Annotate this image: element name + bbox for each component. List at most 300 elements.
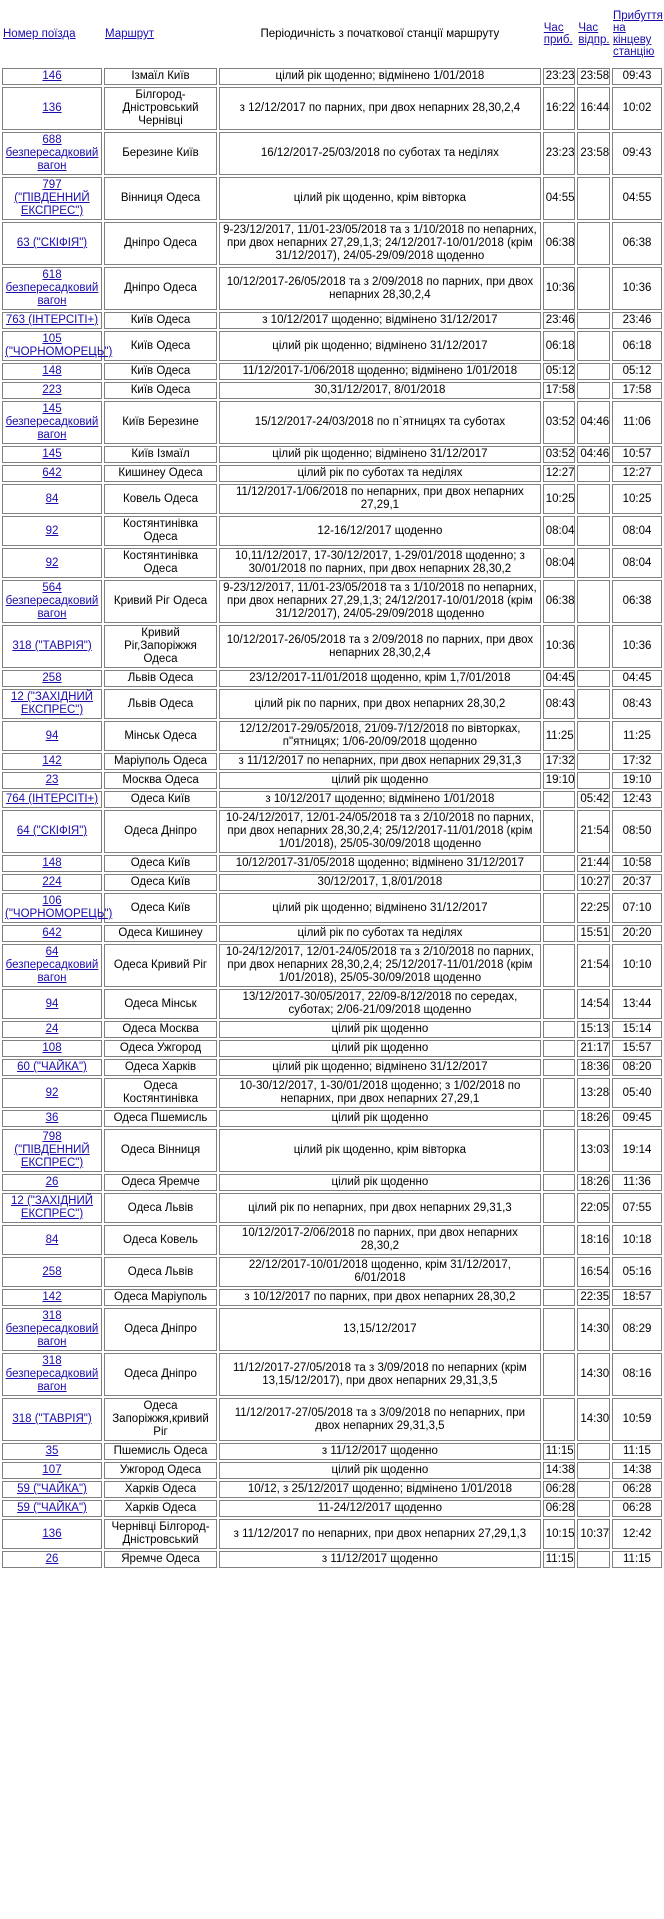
- train-number-link[interactable]: 136: [42, 1527, 62, 1540]
- header-route[interactable]: Маршрут: [105, 28, 155, 40]
- final-arrival-cell: 14:38: [612, 1462, 662, 1479]
- departure-time-cell: 18:36: [577, 1059, 610, 1076]
- arrival-time-cell: 08:04: [543, 548, 576, 578]
- departure-time-cell: [577, 516, 610, 546]
- periodicity-cell: 10-24/12/2017, 12/01-24/05/2018 та з 2/10/2018 по парних, при двох непарних 28,30,2,4; 25/12/2017-11/01/2018 (крім 1/01/2018), 25/05-30/09/2018 щоденно: [219, 944, 541, 987]
- arrival-time-cell: [543, 1257, 576, 1287]
- departure-time-cell: 14:30: [577, 1308, 610, 1351]
- periodicity-cell: цілий рік по суботах та неділях: [219, 465, 541, 482]
- arrival-time-cell: 04:55: [543, 177, 576, 220]
- final-arrival-cell: 11:06: [612, 401, 662, 444]
- train-number-cell: [2, 1129, 102, 1172]
- periodicity-cell: цілий рік щоденно, крім вівторка: [219, 177, 541, 220]
- route-cell: Ужгород Одеса: [104, 1462, 217, 1479]
- train-number-cell: [2, 132, 102, 175]
- periodicity-cell: 11-24/12/2017 щоденно: [219, 1500, 541, 1517]
- route-cell: Вінниця Одеса: [104, 177, 217, 220]
- departure-time-cell: [577, 177, 610, 220]
- periodicity-cell: 12-16/12/2017 щоденно: [219, 516, 541, 546]
- periodicity-cell: цілий рік щоденно: [219, 1174, 541, 1191]
- departure-time-cell: 14:54: [577, 989, 610, 1019]
- train-number-link[interactable]: 148: [42, 365, 62, 377]
- periodicity-cell: 10,11/12/2017, 17-30/12/2017, 1-29/01/2018 щоденно; з 30/01/2018 по парних, при двох непарних 28,30,2: [219, 548, 541, 578]
- route-cell: Одеса Костянтинівка: [104, 1078, 217, 1108]
- departure-time-cell: 13:28: [577, 1078, 610, 1108]
- train-number-link[interactable]: 136: [42, 102, 62, 114]
- train-number-cell: [2, 1059, 102, 1076]
- final-arrival-cell: 10:02: [612, 87, 662, 130]
- departure-time-cell: 10:27: [577, 874, 610, 891]
- departure-time-cell: 23:58: [577, 68, 610, 85]
- train-number-cell: [2, 753, 102, 770]
- table-row: [2, 1500, 662, 1517]
- departure-time-cell: [577, 267, 610, 310]
- train-number-link[interactable]: 318 ("ТАВРІЯ"): [12, 1413, 92, 1425]
- train-number-link[interactable]: 318 ("ТАВРІЯ"): [12, 640, 92, 652]
- arrival-time-cell: 11:25: [543, 721, 576, 751]
- train-number-link[interactable]: 60 ("ЧАЙКА"): [17, 1061, 87, 1073]
- departure-time-cell: [577, 1500, 610, 1517]
- arrival-time-cell: 11:15: [543, 1443, 576, 1460]
- periodicity-cell: 10/12/2017-31/05/2018 щоденно; відмінено 31/12/2017: [219, 855, 541, 872]
- train-number-cell: [2, 331, 113, 361]
- arrival-time-cell: 10:36: [543, 625, 576, 668]
- route-cell: Кишинеу Одеса: [104, 465, 217, 482]
- periodicity-cell: з 11/12/2017 по непарних, при двох непарних 27,29,1,3: [219, 1519, 541, 1549]
- route-cell: Київ Одеса: [104, 312, 217, 329]
- route-cell: Пшемисль Одеса: [104, 1443, 217, 1460]
- route-cell: Одеса Запоріжжя,кривий Ріг: [104, 1398, 217, 1441]
- train-number-cell: [2, 1443, 102, 1460]
- periodicity-cell: з 11/12/2017 щоденно: [219, 1443, 541, 1460]
- table-row: [2, 401, 662, 444]
- train-number-link[interactable]: 35: [45, 1445, 59, 1457]
- train-number-cell: [2, 893, 113, 923]
- departure-time-cell: [577, 465, 610, 482]
- departure-time-cell: [577, 689, 610, 719]
- final-arrival-cell: 08:29: [612, 1308, 662, 1351]
- arrival-time-cell: 10:25: [543, 484, 576, 514]
- table-row: [2, 516, 662, 546]
- train-number-link[interactable]: 224: [42, 876, 62, 888]
- departure-time-cell: [577, 548, 610, 578]
- periodicity-cell: цілий рік щоденно; відмінено 1/01/2018: [219, 68, 541, 85]
- train-number-link[interactable]: 148: [42, 857, 62, 869]
- periodicity-cell: 13,15/12/2017: [219, 1308, 541, 1351]
- train-number-link[interactable]: 798 ("ПІВДЕННИЙ ЕКСПРЕС"): [14, 1131, 90, 1169]
- route-cell: Київ Одеса: [104, 363, 217, 380]
- train-number-link[interactable]: 318 безпересадковий вагон: [5, 1310, 99, 1348]
- table-row: [2, 484, 662, 514]
- periodicity-cell: 16/12/2017-25/03/2018 по суботах та неділях: [219, 132, 541, 175]
- final-arrival-cell: 17:58: [612, 382, 662, 399]
- table-row: [2, 68, 662, 85]
- route-cell: Одеса Київ: [104, 893, 217, 923]
- train-number-link[interactable]: 84: [45, 1233, 59, 1246]
- arrival-time-cell: 10:36: [543, 267, 576, 310]
- final-arrival-cell: 05:40: [612, 1078, 662, 1108]
- train-number-link[interactable]: 26: [45, 1553, 59, 1565]
- route-cell: Одеса Кривий Ріг: [104, 944, 217, 987]
- periodicity-cell: 11/12/2017-27/05/2018 та з 3/09/2018 по непарних (крім 13,15/12/2017), при двох непарних 29,31,3,5: [219, 1353, 541, 1396]
- table-row: [2, 1193, 662, 1223]
- departure-time-cell: [577, 772, 610, 789]
- train-number-link[interactable]: 24: [45, 1023, 59, 1035]
- table-row: [2, 1481, 662, 1498]
- table-row: [2, 1519, 662, 1549]
- final-arrival-cell: 10:58: [612, 855, 662, 872]
- route-cell: Одеса Львів: [104, 1193, 217, 1223]
- table-row: [2, 1398, 662, 1441]
- table-row: [2, 625, 662, 668]
- final-arrival-cell: 10:36: [612, 625, 662, 668]
- arrival-time-cell: 06:38: [543, 222, 576, 265]
- table-row: [2, 1462, 662, 1479]
- train-number-link[interactable]: 26: [45, 1176, 59, 1188]
- arrival-time-cell: 23:23: [543, 132, 576, 175]
- train-number-cell: [2, 484, 102, 514]
- arrival-time-cell: 03:52: [543, 401, 576, 444]
- departure-time-cell: 14:30: [577, 1398, 610, 1441]
- periodicity-cell: 12/12/2017-29/05/2018, 21/09-7/12/2018 по вівторках, п"ятницях; 1/06-20/09/2018 щоденно: [219, 721, 541, 751]
- train-number-link[interactable]: 92: [45, 524, 59, 537]
- departure-time-cell: [577, 1462, 610, 1479]
- arrival-time-cell: 06:28: [543, 1500, 576, 1517]
- final-arrival-cell: 13:44: [612, 989, 662, 1019]
- arrival-time-cell: [543, 874, 576, 891]
- train-number-cell: [2, 989, 102, 1019]
- table-row: [2, 87, 662, 130]
- route-cell: Київ Одеса: [104, 331, 217, 361]
- periodicity-cell: 9-23/12/2017, 11/01-23/05/2018 та з 1/10/2018 по непарних, при двох непарних 27,29,1,3; 24/12/2017-10/01/2018 (крім 31/12/2017), 24/05-29/09/2018 щоденно: [219, 580, 541, 623]
- train-number-link[interactable]: 688 безпересадковий вагон: [5, 134, 99, 172]
- train-number-cell: [2, 1257, 102, 1287]
- arrival-time-cell: [543, 855, 576, 872]
- arrival-time-cell: 14:38: [543, 1462, 576, 1479]
- departure-time-cell: [577, 382, 610, 399]
- table-row: [2, 1551, 662, 1568]
- route-cell: Яремче Одеса: [104, 1551, 217, 1568]
- route-cell: Одеса Харків: [104, 1059, 217, 1076]
- arrival-time-cell: [543, 925, 576, 942]
- train-number-cell: [2, 1500, 102, 1517]
- header-departure-time[interactable]: Час відпр.: [578, 22, 610, 46]
- train-number-cell: [2, 670, 102, 687]
- train-number-link[interactable]: 797 ("ПІВДЕННИЙ ЕКСПРЕС"): [14, 179, 90, 217]
- train-number-cell: [2, 363, 102, 380]
- train-number-link[interactable]: 318 безпересадковий вагон: [5, 1355, 99, 1393]
- route-cell: Ковель Одеса: [104, 484, 217, 514]
- arrival-time-cell: [543, 1110, 576, 1127]
- route-cell: Київ Ізмаїл: [104, 446, 217, 463]
- final-arrival-cell: 11:15: [612, 1551, 662, 1568]
- train-number-cell: [2, 465, 102, 482]
- train-number-link[interactable]: 108: [42, 1042, 62, 1054]
- train-number-cell: [2, 791, 102, 808]
- arrival-time-cell: [543, 1059, 576, 1076]
- route-cell: Дніпро Одеса: [104, 267, 217, 310]
- train-number-cell: [2, 1040, 102, 1057]
- final-arrival-cell: 19:10: [612, 772, 662, 789]
- train-number-link[interactable]: 59 ("ЧАЙКА"): [17, 1483, 87, 1495]
- table-row: [2, 312, 662, 329]
- route-cell: Одеса Яремче: [104, 1174, 217, 1191]
- arrival-time-cell: 17:58: [543, 382, 576, 399]
- route-cell: Харків Одеса: [104, 1500, 217, 1517]
- train-number-link[interactable]: 145: [42, 448, 62, 460]
- periodicity-cell: 11/12/2017-1/06/2018 щоденно; відмінено 1/01/2018: [219, 363, 541, 380]
- header-periodicity: Періодичність з початкової станції маршруту: [260, 28, 500, 40]
- departure-time-cell: 10:37: [577, 1519, 610, 1549]
- table-row: [2, 1443, 662, 1460]
- train-number-cell: [2, 177, 102, 220]
- train-number-cell: [2, 1519, 102, 1549]
- route-cell: Ізмаїл Київ: [104, 68, 217, 85]
- final-arrival-cell: 05:16: [612, 1257, 662, 1287]
- departure-time-cell: 21:44: [577, 855, 610, 872]
- table-row: [2, 177, 662, 220]
- departure-time-cell: [577, 670, 610, 687]
- periodicity-cell: 23/12/2017-11/01/2018 щоденно, крім 1,7/01/2018: [219, 670, 541, 687]
- periodicity-cell: цілий рік щоденно; відмінено 31/12/2017: [219, 331, 541, 361]
- periodicity-cell: з 10/12/2017 щоденно; відмінено 31/12/2017: [219, 312, 541, 329]
- periodicity-cell: 10/12, з 25/12/2017 щоденно; відмінено 1/01/2018: [219, 1481, 541, 1498]
- departure-time-cell: [577, 625, 610, 668]
- train-number-cell: [2, 874, 102, 891]
- table-row: [2, 1308, 662, 1351]
- final-arrival-cell: 12:42: [612, 1519, 662, 1549]
- train-number-link[interactable]: 59 ("ЧАЙКА"): [17, 1502, 87, 1514]
- final-arrival-cell: 17:32: [612, 753, 662, 770]
- arrival-time-cell: [543, 791, 576, 808]
- train-number-link[interactable]: 64 ("СКІФІЯ"): [16, 825, 88, 837]
- periodicity-cell: 30/12/2017, 1,8/01/2018: [219, 874, 541, 891]
- arrival-time-cell: [543, 1040, 576, 1057]
- train-number-link[interactable]: 84: [45, 492, 59, 505]
- final-arrival-cell: 06:28: [612, 1500, 662, 1517]
- arrival-time-cell: [543, 989, 576, 1019]
- table-row: [2, 446, 662, 463]
- train-number-link[interactable]: 63 ("СКІФІЯ"): [16, 237, 88, 249]
- route-cell: Київ Одеса: [104, 382, 217, 399]
- train-number-link[interactable]: 23: [45, 774, 59, 786]
- periodicity-cell: цілий рік по непарних, при двох непарних 29,31,3: [219, 1193, 541, 1223]
- route-cell: Білгород-Дністровський Чернівці: [104, 87, 217, 130]
- periodicity-cell: 10/12/2017-26/05/2018 та з 2/09/2018 по парних, при двох непарних 28,30,2,4: [219, 625, 541, 668]
- table-row: [2, 670, 662, 687]
- periodicity-cell: з 11/12/2017 щоденно: [219, 1551, 541, 1568]
- table-row: [2, 1257, 662, 1287]
- table-row: [2, 1078, 662, 1108]
- departure-time-cell: [577, 1443, 610, 1460]
- train-number-cell: [2, 1353, 102, 1396]
- arrival-time-cell: 12:27: [543, 465, 576, 482]
- header-arrival-time[interactable]: Час приб.: [543, 22, 573, 46]
- departure-time-cell: 16:44: [577, 87, 610, 130]
- train-number-cell: [2, 401, 102, 444]
- train-number-link[interactable]: 36: [45, 1112, 59, 1124]
- route-cell: Одеса Мінськ: [104, 989, 217, 1019]
- final-arrival-cell: 09:43: [612, 132, 662, 175]
- final-arrival-cell: 09:43: [612, 68, 662, 85]
- table-row: [2, 944, 662, 987]
- final-arrival-cell: 07:55: [612, 1193, 662, 1223]
- departure-time-cell: [577, 753, 610, 770]
- table-row: [2, 874, 662, 891]
- arrival-time-cell: 17:32: [543, 753, 576, 770]
- departure-time-cell: [577, 331, 610, 361]
- periodicity-cell: цілий рік щоденно, крім вівторка: [219, 1129, 541, 1172]
- route-cell: Львів Одеса: [104, 689, 217, 719]
- table-row: [2, 721, 662, 751]
- arrival-time-cell: [543, 1193, 576, 1223]
- table-row: [2, 1040, 662, 1057]
- arrival-time-cell: 23:23: [543, 68, 576, 85]
- final-arrival-cell: 05:12: [612, 363, 662, 380]
- departure-time-cell: 04:46: [577, 446, 610, 463]
- train-number-link[interactable]: 142: [42, 1291, 62, 1303]
- train-number-cell: [2, 516, 102, 546]
- arrival-time-cell: [543, 1398, 576, 1441]
- train-number-cell: [2, 222, 102, 265]
- arrival-time-cell: [543, 1225, 576, 1255]
- table-row: [2, 1225, 662, 1255]
- arrival-time-cell: 06:18: [543, 331, 576, 361]
- departure-time-cell: 18:26: [577, 1110, 610, 1127]
- train-number-link[interactable]: 145 безпересадковий вагон: [5, 403, 99, 441]
- route-cell: Одеса Маріуполь: [104, 1289, 217, 1306]
- arrival-time-cell: [543, 944, 576, 987]
- arrival-time-cell: [543, 893, 576, 923]
- arrival-time-cell: 08:04: [543, 516, 576, 546]
- arrival-time-cell: [543, 1078, 576, 1108]
- final-arrival-cell: 08:16: [612, 1353, 662, 1396]
- train-number-link[interactable]: 618 безпересадковий вагон: [5, 269, 99, 307]
- train-number-cell: [2, 721, 102, 751]
- train-number-link[interactable]: 258: [42, 1265, 62, 1278]
- train-number-link[interactable]: 223: [42, 384, 62, 396]
- header-train-number[interactable]: Номер поїзда: [3, 28, 76, 40]
- route-cell: Кривий Ріг Одеса: [104, 580, 217, 623]
- departure-time-cell: [577, 580, 610, 623]
- arrival-time-cell: 05:12: [543, 363, 576, 380]
- departure-time-cell: 22:35: [577, 1289, 610, 1306]
- arrival-time-cell: 19:10: [543, 772, 576, 789]
- departure-time-cell: 13:03: [577, 1129, 610, 1172]
- departure-time-cell: 21:17: [577, 1040, 610, 1057]
- train-number-cell: [2, 1481, 102, 1498]
- header-final-arrival[interactable]: Прибуття на кінцеву станцію: [612, 10, 663, 58]
- train-number-link[interactable]: 642: [42, 467, 62, 479]
- periodicity-cell: 13/12/2017-30/05/2017, 22/09-8/12/2018 по середах, суботах; 2/06-21/09/2018 щоденно: [219, 989, 541, 1019]
- table-row: [2, 855, 662, 872]
- train-number-link[interactable]: 12 ("ЗАХІДНИЙ ЕКСПРЕС"): [10, 1195, 93, 1220]
- final-arrival-cell: 10:25: [612, 484, 662, 514]
- departure-time-cell: 04:46: [577, 401, 610, 444]
- periodicity-cell: 10-24/12/2017, 12/01-24/05/2018 та з 2/10/2018 по парних, при двох непарних 28,30,2,4; 25/12/2017-11/01/2018 (крім 1/01/2018), 25/05-30/09/2018 щоденно: [219, 810, 541, 853]
- train-number-cell: [2, 1174, 102, 1191]
- train-number-cell: [2, 810, 102, 853]
- train-number-cell: [2, 580, 102, 623]
- final-arrival-cell: 08:50: [612, 810, 662, 853]
- train-number-cell: [2, 772, 102, 789]
- final-arrival-cell: 11:15: [612, 1443, 662, 1460]
- route-cell: Одеса Москва: [104, 1021, 217, 1038]
- train-number-link[interactable]: 94: [45, 997, 59, 1010]
- arrival-time-cell: [543, 1353, 576, 1396]
- train-number-link[interactable]: 64 безпересадковий вагон: [5, 946, 99, 984]
- departure-time-cell: [577, 721, 610, 751]
- final-arrival-cell: 08:04: [612, 516, 662, 546]
- train-number-cell: [2, 625, 102, 668]
- route-cell: Москва Одеса: [104, 772, 217, 789]
- departure-time-cell: 15:51: [577, 925, 610, 942]
- arrival-time-cell: [543, 1289, 576, 1306]
- route-cell: Одеса Дніпро: [104, 1308, 217, 1351]
- train-number-link[interactable]: 764 (ІНТЕРСІТІ+): [5, 793, 99, 805]
- route-cell: Харків Одеса: [104, 1481, 217, 1498]
- final-arrival-cell: 10:57: [612, 446, 662, 463]
- train-number-link[interactable]: 107: [42, 1464, 62, 1476]
- arrival-time-cell: 11:15: [543, 1551, 576, 1568]
- final-arrival-cell: 06:28: [612, 1481, 662, 1498]
- table-row: [2, 753, 662, 770]
- final-arrival-cell: 08:43: [612, 689, 662, 719]
- train-number-cell: [2, 548, 102, 578]
- departure-time-cell: 22:05: [577, 1193, 610, 1223]
- final-arrival-cell: 04:55: [612, 177, 662, 220]
- arrival-time-cell: 08:43: [543, 689, 576, 719]
- train-number-link[interactable]: 92: [45, 556, 59, 569]
- train-number-link[interactable]: 564 безпересадковий вагон: [5, 582, 99, 620]
- departure-time-cell: 21:54: [577, 944, 610, 987]
- table-body: [2, 68, 662, 1568]
- arrival-time-cell: 06:38: [543, 580, 576, 623]
- train-number-link[interactable]: 12 ("ЗАХІДНИЙ ЕКСПРЕС"): [10, 691, 93, 716]
- table-row: [2, 132, 662, 175]
- train-number-cell: [2, 1078, 102, 1108]
- departure-time-cell: 15:13: [577, 1021, 610, 1038]
- train-number-link[interactable]: 642: [42, 927, 62, 939]
- train-number-link[interactable]: 106 ("ЧОРНОМОРЕЦЬ"): [5, 895, 113, 920]
- route-cell: Одеса Кишинеу: [104, 925, 217, 942]
- route-cell: Мінськ Одеса: [104, 721, 217, 751]
- train-number-link[interactable]: 142: [42, 755, 62, 767]
- departure-time-cell: 18:16: [577, 1225, 610, 1255]
- table-row: [2, 1289, 662, 1306]
- train-number-link[interactable]: 763 (ІНТЕРСІТІ+): [5, 314, 99, 326]
- periodicity-cell: з 11/12/2017 по непарних, при двох непарних 29,31,3: [219, 753, 541, 770]
- final-arrival-cell: 11:25: [612, 721, 662, 751]
- table-row: [2, 548, 662, 578]
- periodicity-cell: 15/12/2017-24/03/2018 по п`ятницях та суботах: [219, 401, 541, 444]
- train-number-link[interactable]: 105 ("ЧОРНОМОРЕЦЬ"): [5, 333, 113, 358]
- table-row: [2, 1021, 662, 1038]
- route-cell: Березине Київ: [104, 132, 217, 175]
- train-number-link[interactable]: 146: [42, 70, 62, 82]
- departure-time-cell: [577, 363, 610, 380]
- departure-time-cell: [577, 1551, 610, 1568]
- train-number-link[interactable]: 94: [45, 729, 59, 742]
- periodicity-cell: цілий рік щоденно: [219, 1040, 541, 1057]
- table-row: [2, 465, 662, 482]
- route-cell: Одеса Пшемисль: [104, 1110, 217, 1127]
- final-arrival-cell: 08:04: [612, 548, 662, 578]
- train-number-link[interactable]: 258: [42, 672, 62, 684]
- train-number-cell: [2, 1289, 102, 1306]
- arrival-time-cell: [543, 1021, 576, 1038]
- train-number-link[interactable]: 92: [45, 1086, 59, 1099]
